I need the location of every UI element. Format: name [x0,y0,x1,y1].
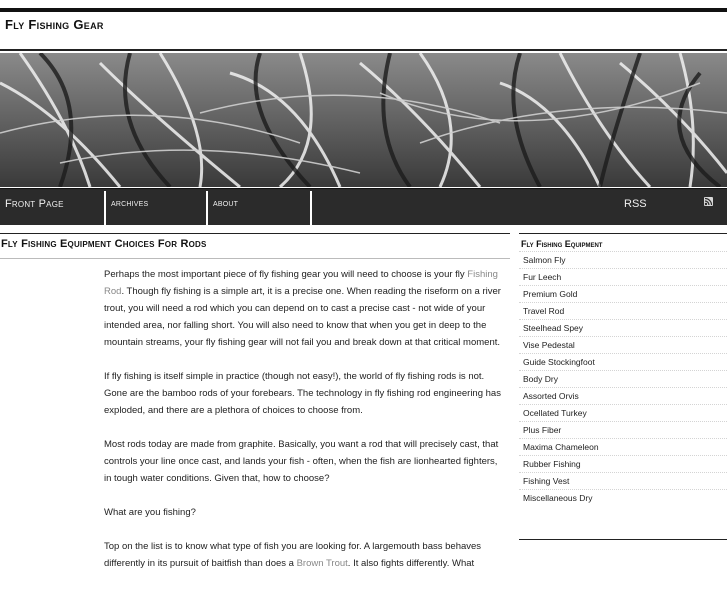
paragraph-2: If fly fishing is itself simple in practice (though not easy!), the world of fly fishing rods is not. Gone are the bamboo rods of your forebears. The technology in fly fishing rod engineering has exploded, and there are a plethora of choices to choose from. [104,371,501,416]
sidebar-item-miscellaneous-dry[interactable]: Miscellaneous Dry [519,489,727,506]
sidebar-item-rubber-fishing[interactable]: Rubber Fishing [519,455,727,472]
sidebar-item-vise-pedestal[interactable]: Vise Pedestal [519,336,727,353]
header-banner-image [0,53,727,187]
brown-trout-link[interactable]: Brown Trout [296,558,348,569]
paragraph-1: Perhaps the most important piece of fly fishing gear you will need to choose is your fly Fishing Rod. Though fly fishing is a simple art, it is a precise one. When reading the riseform on a river trout, you will need a rod which you can depend on to cast a precise cast - not wide of your intended area, nor falling short. You will also need to know that when you get in deep to the mountain streams, your fly fishing gear will not fail you and break down at that critical moment. [104,269,501,348]
sidebar-item-salmon-fly[interactable]: Salmon Fly [519,251,727,268]
sidebar-item-guide-stockingfoot[interactable]: Guide Stockingfoot [519,353,727,370]
nav-divider [310,191,312,225]
sidebar-item-steelhead-spey[interactable]: Steelhead Spey [519,319,727,336]
top-border [0,8,727,12]
sidebar-item-fishing-vest[interactable]: Fishing Vest [519,472,727,489]
sidebar-list [519,251,727,506]
paragraph-3: Most rods today are made from graphite. Basically, you want a rod that will precisely cast, that controls your line once cast, and lands your fish - often, when the fish are lionhearted fighters, in tough water conditions. Given that, how to choose? [104,439,499,484]
sidebar-item-ocellated-turkey[interactable]: Ocellated Turkey [519,404,727,421]
header-divider [0,49,727,51]
main-navigation [0,188,727,225]
rss-link[interactable]: RSS [624,198,647,210]
rss-feed-icon[interactable] [704,197,713,206]
sidebar-item-assorted-orvis[interactable]: Assorted Orvis [519,387,727,404]
paragraph-5: Top on the list is to know what type of fish you are looking for. A largemouth bass behaves differently in its pursuit of baitfish than does a Brown Trout. It also fights differently. What [104,541,482,569]
sidebar-item-maxima-chameleon[interactable]: Maxima Chameleon [519,438,727,455]
post-body [104,266,504,589]
fishing-rod-link[interactable]: Fishing Rod [104,269,498,297]
sidebar [519,233,727,506]
nav-about[interactable]: about [213,198,239,209]
nav-archives[interactable]: archives [111,198,149,209]
sidebar-title: Fly Fishing Equipment [521,239,603,249]
nav-front-page[interactable]: Front Page [5,198,64,210]
site-title[interactable]: Fly Fishing Gear [5,17,104,32]
sidebar-bottom-divider [519,539,727,540]
sidebar-item-travel-rod[interactable]: Travel Rod [519,302,727,319]
title-divider [0,258,510,259]
post-title[interactable]: Fly Fishing Equipment Choices For Rods [1,238,207,250]
sidebar-item-premium-gold[interactable]: Premium Gold [519,285,727,302]
sidebar-item-body-dry[interactable]: Body Dry [519,370,727,387]
sidebar-item-fur-leech[interactable]: Fur Leech [519,268,727,285]
content-divider [0,233,510,234]
sidebar-item-plus-fiber[interactable]: Plus Fiber [519,421,727,438]
paragraph-4: What are you fishing? [104,507,196,518]
grass-photo [0,53,727,187]
